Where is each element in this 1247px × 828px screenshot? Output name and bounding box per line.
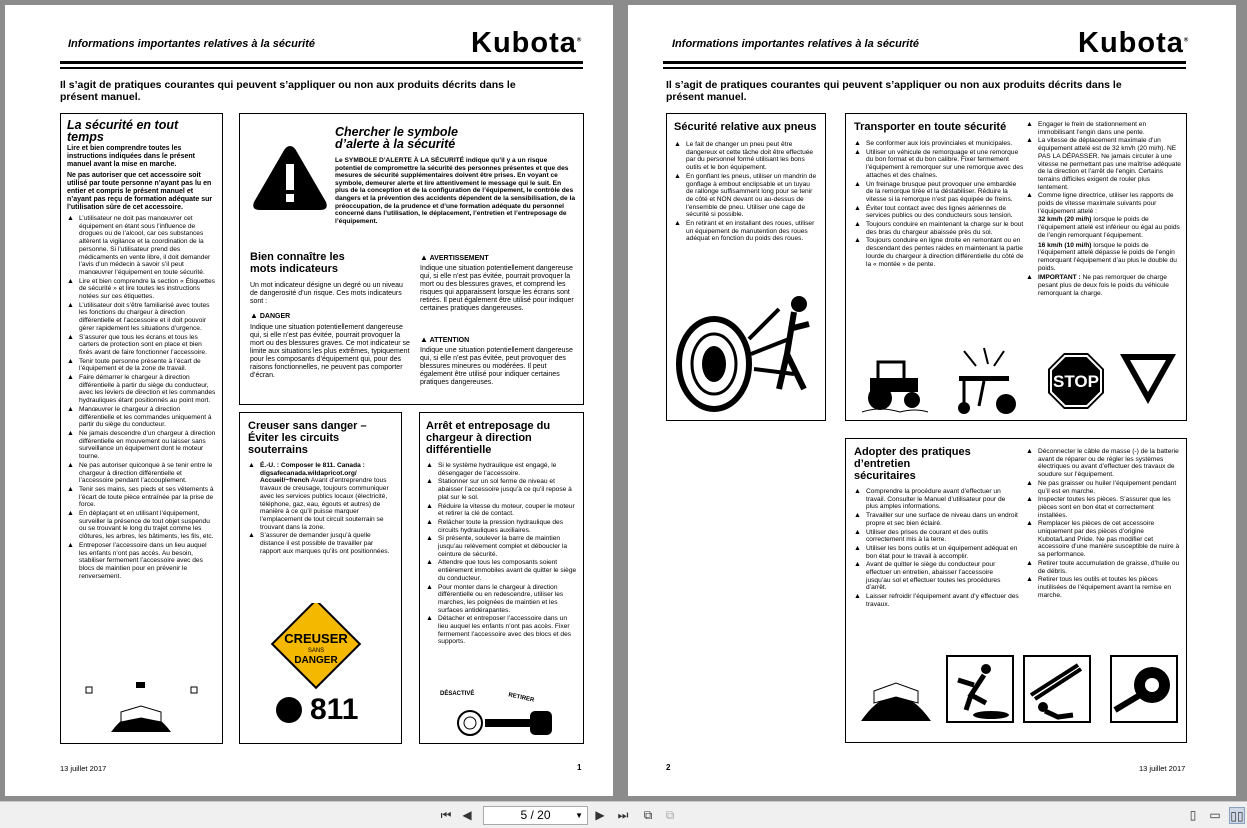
shutdown-item: ▲ Pour monter dans le chargeur à direction différentielle ou en redescendre, utiliser les marches, les poignées de maintien et les surfaces antidérapantes.	[426, 584, 577, 615]
transport-item: ▲ Engager le frein de stationnement en immobilisant l’engin dans une pente.	[1026, 121, 1181, 136]
danger-label: ▲ DANGER	[250, 311, 291, 320]
alert-triangle-icon: ▲	[420, 253, 428, 262]
caution-label: ▲ ATTENTION	[420, 335, 470, 344]
transport-box	[845, 113, 1187, 421]
shutdown-item: ▲ Stationner sur un sol ferme de niveau et abaisser l’accessoire jusqu’à ce qu’il repose à plat sur le sol.	[426, 478, 577, 501]
maintenance-item: ▲ Déconnecter le câble de masse (-) de la batterie avant de réparer ou de régler les systèmes électriques ou avant d’effectuer des travaux de soudure sur l’équipement.	[1026, 448, 1181, 479]
shutdown-item: ▲ Si présente, soulever la barre de maintien jusqu’au relèvement complet et déboucler la ceinture de sécurité.	[426, 535, 577, 558]
maintenance-item: ▲ Retirer tous les outils et toutes les pièces inutilisées de l’équipement avant la remise en marche.	[1026, 576, 1181, 599]
safety-lead: Lire et bien comprendre toutes les instructions indiquées dans le présent manuel avant la mise en marche.	[67, 145, 195, 168]
page-number: 2	[666, 763, 671, 772]
safety-lead2: Ne pas autoriser que cet accessoire soit utilisé par toute personne n’ayant pas lu en entier et compris le présent manuel et n’ayant pas reçu de formation adéquate sur l’utilisation sûre de cet accessoire.	[67, 172, 213, 211]
danger-text: Indique une situation potentiellement dangereuse qui, si elle n’est pas évitée, pourrait provoquer la mort ou des blessures graves. Ce mot indicateur se limite aux situations les plus extrêmes, typiquement pour les composants d’équipement qui, pour des raisons fonctionnelles, ne peuvent pas comporter d’écran.	[250, 324, 410, 379]
symbol-title: Chercher le symbole d’alerte à la sécurité	[335, 125, 458, 151]
ear-icon	[276, 697, 302, 723]
dig-item: ▲ É.-U. : Composer le 811. Canada : digsafecanada.wildapricot.org/ Accueil/~french Avant d’entreprendre tous travaux de creusage, toujours communiquer avec les services publics locaux (électricité, téléphone, gaz, eau, égouts et autres) de manière à ce qu’il puisse marquer l’emplacement de tout circuit souterrain se trouvant dans la zone.	[248, 462, 393, 531]
shutdown-item: ▲ Attendre que tous les composants soient entièrement immobiles avant de quitter le siège du conducteur.	[426, 559, 577, 582]
crush-hazard-icon	[1023, 655, 1091, 723]
tire-safety-box	[666, 113, 826, 421]
shutdown-list	[426, 462, 577, 646]
safety-item: ▲ S’assurer que tous les écrans et tous les carters de protection sont en place et bien fixés avant de faire fonctionner l’accessoire.	[67, 334, 216, 357]
safety-item: ▲ Tenir ses mains, ses pieds et ses vêtements à l’écart de toute pièce entraînée par la prise de force.	[67, 486, 216, 509]
safety-item: ▲ L’utilisateur ne doit pas manœuvrer cet équipement en étant sous l’influence de drogues ou de l’alcool, car ces substances altèrent la vigilance et la coordination de la personne. Si l’utilisateur prend des médicaments en vente libre, il doit demander l’avis d’un médecin à savoir s’il peut manœuvrer l’équipement en toute sécurité.	[67, 215, 216, 277]
slip-hazard-icon	[946, 655, 1014, 723]
entanglement-hazard-icon	[1110, 655, 1178, 723]
safety-symbol-box	[239, 113, 584, 405]
shutdown-title: Arrêt et entreposage du chargeur à direction différentielle	[426, 420, 551, 456]
maintenance-item: ▲ Ne pas graisser ou huiler l’équipement pendant qu’il est en marche.	[1026, 480, 1181, 495]
dig-safe-box	[239, 412, 402, 744]
safety-list	[67, 215, 216, 580]
power-line-icon	[944, 346, 1024, 416]
shutdown-box	[419, 412, 584, 744]
alert-triangle-icon: ▲	[250, 311, 258, 320]
reading-operator-icon	[81, 682, 201, 732]
call-811-logo: 811	[276, 693, 358, 727]
maintenance-item: ▲ Inspecter toutes les pièces. S’assurer que les pièces sont en bon état et correctement installées.	[1026, 496, 1181, 519]
tire-list	[674, 141, 818, 243]
single-page-view-icon[interactable]: ▯	[1189, 808, 1197, 822]
intro-text: Il s’agit de pratiques courantes qui peuvent s’appliquer ou non aux produits décrits dans le présent manuel.	[60, 79, 516, 103]
transport-item: ▲ Éviter tout contact avec des lignes aériennes de services publics ou des conducteurs sous tension.	[854, 205, 1024, 220]
maintenance-title: Adopter des pratiques d’entretien sécuritaires	[854, 446, 971, 482]
maintenance-item: ▲ Comprendre la procédure avant d’effectuer un travail. Consulter le Manuel d’utilisateur pour de plus amples informations.	[854, 488, 1019, 511]
tire-explosion-icon	[669, 279, 819, 419]
safety-title: La sécurité en tout temps	[67, 118, 179, 144]
maintenance-item: ▲ Retirer toute accumulation de graisse, d’huile ou de débris.	[1026, 560, 1181, 575]
dig-safe-logo	[270, 603, 370, 693]
stop-sign-icon	[1046, 351, 1106, 411]
transport-item: ▲ Utiliser un véhicule de remorquage et une remorque du bon format et du bon calibre. Fixer fermement l’équipement à remorquer sur une remorque avec des attaches et des chaînes.	[854, 149, 1024, 180]
symbol-text: Le SYMBOLE D’ALERTE À LA SÉCURITÉ indique qu’il y a un risque potentiel de compromettre la sécurité des personnes présentes et que des mesures de sécurité supplémentaires doivent être prises. En voyant ce symbole, demeurer alerte et lire attentivement le message qui le suit. En plus de la conception et de la configuration de l’équipement, le contrôle des dangers et la prévention des accidents dépendent de la sensibilisation, de la préoccupation, de la prudence et d’une formation adéquate du personnel concerné dans l’utilisation, le déplacement, l’entretien et l’entreposage de l’équipement.	[335, 157, 576, 225]
safety-item: ▲ Manœuvrer le chargeur à direction différentielle et les commandes uniquement à partir du siège du conducteur.	[67, 406, 216, 429]
safety-item: ▲ Entreposer l’accessoire dans un lieu auquel les enfants n’ont pas accès. Au besoin, stabiliser fermement l’accessoire avec des blocs de maintien pour en prévenir le renversement.	[67, 542, 216, 581]
alert-triangle-icon: ▲	[420, 335, 428, 344]
maintenance-item: ▲ Laisser refroidir l’équipement avant d’y effectuer des travaux.	[854, 593, 1019, 608]
key-off-label: DÉSACTIVÉ	[440, 691, 475, 697]
speed-16: 16 km/h (10 mi/h) lorsque le poids de l’équipement attelé dépasse le poids de l’engin remorquant l’équipement d’au plus le double du poids.	[1038, 241, 1177, 272]
intro-text: Il s’agit de pratiques courantes qui peuvent s’appliquer ou non aux produits décrits dans le présent manuel.	[666, 79, 1122, 103]
ignition-key-icon	[455, 701, 565, 744]
important-note: ▲ IMPORTANT : Ne pas remorquer de charge pesant plus de deux fois le poids du véhicule remorquant la charge.	[1026, 274, 1181, 297]
maintenance-list-2	[1026, 448, 1181, 600]
safety-alert-icon	[250, 142, 330, 214]
transport-item: ▲ Un freinage brusque peut provoquer une embardée de la remorque tirée et la déstabiliser. Réduire la vitesse si la remorque n’est pas équipée de freins.	[854, 181, 1024, 204]
maintenance-item: ▲ Travailler sur une surface de niveau dans un endroit propre et sec bien éclairé.	[854, 512, 1019, 527]
tire-item: ▲ En gonflant les pneus, utiliser un mandrin de gonflage à embout enclipsable et un tuyau de rallonge suffisamment long pour se tenir de côté et NON devant ou au-dessus de l’ensemble de pneu. Utiliser une cage de sécurité si possible.	[674, 173, 818, 219]
header-rule	[60, 61, 583, 64]
footer-date: 13 juillet 2017	[1139, 764, 1186, 773]
tire-title: Sécurité relative aux pneus	[674, 121, 817, 133]
maintenance-item: ▲ Utiliser des prises de courant et des outils correctement mis à la terre.	[854, 529, 1019, 544]
maintenance-item: ▲ Avant de quitter le siège du conducteur pour effectuer un entretien, abaisser l’accessoire jusqu’au sol et effectuer toutes les procédures d’arrêt.	[854, 561, 1019, 592]
header-rule	[663, 61, 1186, 64]
safety-item: ▲ En déplaçant et en utilisant l’équipement, surveiller la présence de tout objet suspendu ou se trouvant le long du trajet comme les clôtures, les arbres, les bâtiments, les fils, etc.	[67, 510, 216, 541]
header-title: Informations importantes relatives à la sécurité	[68, 38, 315, 50]
dig-title: Creuser sans danger – Éviter les circuits souterrains	[248, 420, 367, 456]
last-page-button[interactable]: ⏭	[617, 808, 629, 822]
header-rule-thin	[663, 67, 1186, 69]
header-rule-thin	[60, 67, 583, 69]
tire-item: ▲ En retirant et en installant des roues, utiliser un équipement de manutention des roues adéquat en fonction du poids des roues.	[674, 220, 818, 243]
safety-box	[60, 113, 223, 744]
signal-words-intro: Un mot indicateur désigne un degré ou un niveau de dangerosité d’un risque. Ces mots indicateurs sont :	[250, 282, 403, 305]
chevron-down-icon: ▼	[575, 811, 583, 820]
dig-item: ▲ S’assurer de demander jusqu’à quelle distance il est possible de travailler par rapport aux marques qu’ils ont positionnées.	[248, 532, 393, 555]
safety-item: ▲ Faire démarrer le chargeur à direction différentielle à partir du siège du conducteur, avec les leviers de direction et les commandes hydrauliques étant positionnés au point mort.	[67, 374, 216, 405]
transport-item: ▲ Toujours conduire en ligne droite en remontant ou en descendant des pentes raides en maintenant la partie lourde du chargeur à direction différentielle du côté de la « montée » de pente.	[854, 237, 1024, 268]
tire-item: ▲ Le fait de changer un pneu peut être dangereux et cette tâche doit être effectuée par du personnel formé utilisant les bons outils et le bon équipement.	[674, 141, 818, 172]
warning-text: Indique une situation potentiellement dangereuse qui, si elle n’est pas évitée, pourrait provoquer la mort ou des blessures graves, et comprend les risques qui apparaissent lorsque les écrans sont retirés. Il peut également être utilisé pour indiquer certaines pratiques dangereuses.	[420, 265, 574, 312]
page-number: 1	[577, 763, 582, 772]
read-manual-icon	[856, 661, 936, 721]
transport-list	[854, 140, 1024, 268]
maintenance-box	[845, 438, 1187, 743]
dig-logo-mid: SANS	[307, 648, 325, 654]
yield-sign-icon	[1118, 352, 1178, 407]
warning-label: ▲ AVERTISSEMENT	[420, 253, 489, 262]
safety-item: ▲ Tenir toute personne présente à l’écart de l’équipement et de la zone de travail.	[67, 358, 216, 373]
continuous-view-icon[interactable]: ▭	[1209, 808, 1221, 822]
maintenance-list	[854, 488, 1019, 609]
speed-32: 32 km/h (20 mi/h) lorsque le poids de l’équipement attelé est inférieur ou égal au poids de l’engin remorquant l’équipement.	[1038, 216, 1180, 239]
safety-item: ▲ Ne pas autoriser quiconque à se tenir entre le chargeur à direction différentielle et l’accessoire pendant l’accouplement.	[67, 462, 216, 485]
page-1	[5, 5, 613, 796]
shutdown-item: ▲ Réduire la vitesse du moteur, couper le moteur et retirer la clé de contact.	[426, 503, 577, 518]
transport-item: ▲ La vitesse de déplacement maximale d’un équipement attelé est de 32 km/h (20 mi/h). NE PAS LA DÉPASSER. Ne jamais circuler à une vitesse ne permettant pas une maîtrise adéquate de la direction et l’arrêt de l’engin. Certains terrains difficiles exigent de rouler plus lentement.	[1026, 137, 1181, 191]
dig-logo-bottom: DANGER	[294, 655, 338, 666]
tractor-icon	[860, 354, 930, 414]
next-page-button[interactable]: ▶	[595, 808, 605, 822]
dig-logo-top: CREUSER	[284, 631, 348, 646]
copy-page-icon[interactable]: ⧉	[643, 808, 653, 822]
safety-item: ▲ Ne jamais descendre d’un chargeur à direction différentielle en mouvement ou laisser sans surveillance un équipement dont le moteur tourne.	[67, 430, 216, 461]
first-page-button[interactable]: ⏮	[440, 808, 452, 822]
shutdown-item: ▲ Détacher et entreposer l’accessoire dans un lieu auquel les enfants n’ont pas accès. Fixer fermement l’accessoire avec des blocs et des supports.	[426, 615, 577, 646]
kubota-logo: Kubota®	[1078, 27, 1190, 59]
transport-item: ▲ Toujours conduire en maintenant la charge sur le bout des bras du chargeur abaissée près du sol.	[854, 221, 1024, 236]
safety-item: ▲ Lire et bien comprendre la section « Étiquettes de sécurité » et lire toutes les instructions notées sur ces étiquettes.	[67, 278, 216, 301]
key-remove-label: RETIRER	[507, 692, 535, 704]
kubota-logo: Kubota®	[471, 27, 583, 59]
transport-title: Transporter en toute sécurité	[854, 121, 1007, 133]
signal-words-title: Bien connaître les mots indicateurs	[250, 251, 345, 275]
copy-disabled-icon[interactable]: ⧉	[665, 808, 675, 822]
maintenance-item: ▲ Remplacer les pièces de cet accessoire uniquement par des pièces d’origine Kubota/Land Pride. Ne pas modifier cet accessoire d’une manière susceptible de nuire à sa performance.	[1026, 520, 1181, 559]
transport-item: ▲ Comme ligne directrice, utiliser les rapports de poids de vitesse maximale suivants pour l’équipement attelé :	[1026, 192, 1181, 215]
page-number-input[interactable]: 5 / 20 ▼	[483, 806, 588, 825]
maintenance-item: ▲ Utiliser les bons outils et un équipement adéquat en bon état pour le travail à accomplir.	[854, 545, 1019, 560]
previous-page-button[interactable]: ◀	[462, 808, 472, 822]
shutdown-item: ▲ Relâcher toute la pression hydraulique des circuits hydrauliques auxiliaires.	[426, 519, 577, 534]
viewer-toolbar	[0, 801, 1247, 828]
caution-text: Indique une situation potentiellement dangereuse qui, si elle n’est pas évitée, peut provoquer des blessures mineures ou modérées. Il peut également être utilisé pour indiquer certaines pratiques dangereuses.	[420, 347, 573, 386]
page-2	[628, 5, 1236, 796]
transport-item: ▲ Se conformer aux lois provinciales et municipales.	[854, 140, 1024, 148]
footer-date: 13 juillet 2017	[60, 764, 107, 773]
shutdown-item: ▲ Si le système hydraulique est engagé, le désengager de l’accessoire.	[426, 462, 577, 477]
transport-list-2	[1026, 121, 1181, 215]
safety-item: ▲ L’utilisateur doit s’être familiarisé avec toutes les fonctions du chargeur à direction différentielle et l’accessoire et il doit pouvoir gérer rapidement les situations d’urgence.	[67, 302, 216, 333]
stop-text: STOP	[1053, 372, 1099, 391]
two-page-view-icon[interactable]: ▯▯	[1230, 809, 1244, 823]
header-title: Informations importantes relatives à la sécurité	[672, 38, 919, 50]
